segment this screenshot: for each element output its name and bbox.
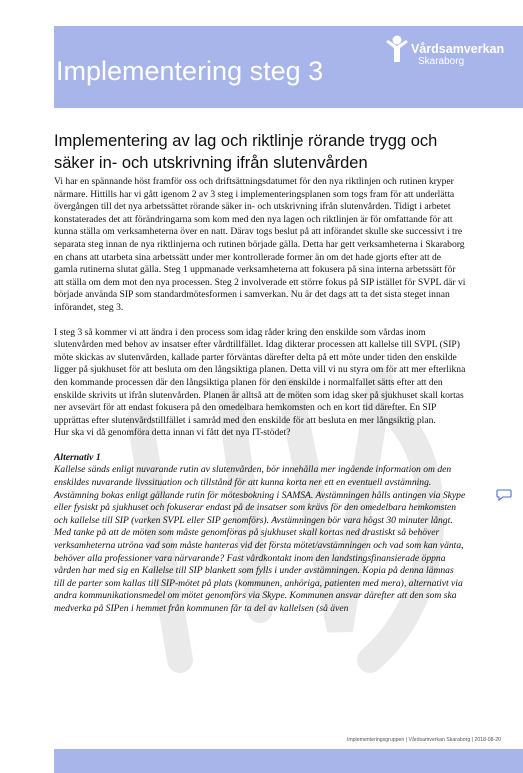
paragraph-step3: I steg 3 så kommer vi att ändra i den process som idag råder kring den enskilde som vårdas inom slutenvården med behov av insatser efter vårdtillfället. Idag dikterar processen att kallelse till SVPL (SIP) möte skickas av slutenvården, kallade parter förväntas därefter delta på ett möte under tiden den enskilde ligger på sjukhuset för att besluta om den långsiktiga planen. Detta vill vi nu styra om för att mer efterlikna den kommande processen där den långsiktiga planen för den enskilde i normalfallet sätts efter att den enskilde skrivits ut ifrån slutenvården. Planen är alltså att de möten som idag sker på sjukhuset skall kortas ner avsevärt för att endast fokusera på den omedelbara hemkomsten och en kort tid därefter. En SIP upprättas efter slutenvårdstillfället i samråd med den enskilde för att besluta en mer långsiktig plan. <box>54 326 466 426</box>
question-text: Hur ska vi då genomföra detta innan vi fått det nya IT-stödet? <box>54 427 291 439</box>
logo-region: Skaraborg <box>418 56 465 67</box>
logo-name: Vårdsamverkan <box>411 42 505 56</box>
footer-text: Implementeringsgruppen | Vårdsamverkan Skaraborg | 2018-08-20 <box>346 737 501 743</box>
document-heading: Implementering av lag och riktlinje rörande trygg och säker in- och utskrivning ifrån slutenvården <box>54 132 438 172</box>
page-title: Implementering steg 3 <box>56 56 324 86</box>
document-body <box>54 130 466 616</box>
footer-band <box>54 749 523 773</box>
organization-logo <box>385 34 509 76</box>
paragraph-intro: Vi har en spännande höst framför oss och driftsättningsdatumet för den nya riktlinjen och rutinen kryper närmare. Hittills har vi gått igenom 2 av 3 steg i implementeringsplanen som togs fram för att underlätta övergången till det nya arbetssättet rörande säker in- och utskrivning ifrån slutenvården. Tidigt i arbetet konstaterades det att förändringarna som kom med den nya lagen och riktlinjen är för omfattande för att kunna ställa om verksamheterna över en natt. Därav togs beslut på att införandet skulle ske successivt i tre separata steg innan de nya riktlinjerna och rutinen började gälla. Detta har gett verksamheterna i Skaraborg en chans att utarbeta sina arbetssätt under mer kontrollerade former än om det hade gjorts efter att de gamla rutinerna slutat gälla. Steg 1 uppmanade verksamheterna att fokusera på sina interna arbetssätt för att ställa om dem mot den nya processen. Steg 2 involverade ett större fokus på SIP istället för SVPL där vi började använda SIP som standardmötesformen i samverkan. Nu är det dags att ta det sista steget innan införandet, steg 3. <box>54 176 466 313</box>
header-band <box>54 26 523 108</box>
comment-bubble-icon[interactable] <box>496 489 512 501</box>
person-logo-icon <box>385 34 409 64</box>
alternative-body: Kallelse sänds enligt nuvarande rutin av slutenvården, bör innehålla mer ingående information om den enskildes nuvarande livssituation och tillstånd för att kunna korta ner ett en eventuell avstämning. Avstämning bokas enligt gällande rutin för mötesbokning i SAMSA. Avstämningen hålls antingen via Skype eller fysiskt på sjukhuset och fokuserar endast på de insatser som krävs för den omedelbara hemkomsten och kallelse till SIP (varken SVPL eller SIP genomförs). Avstämningen bör vara högst 30 minuter långt. Med tanke på att de möten som måste genomföras på sjukhuset skall kortas ned drastiskt så behöver verksamheterna utröna vad som måste hanteras vid det första mötet/avstämningen och vad som kan vänta, behöver alla professioner vara närvarande? Fast vårdkontakt inom den landstingsfinansierade öppna vården har med sig en Kallelse till SIP blankett som fylls i under avstämningen. Kopia på denna lämnas till de parter som kallas till SIP-mötet på plats (kommunen, anhöriga, patienten med mera), alternativt via andra kommunikationsmedel om mötet genomförs via Skype. Kommunen ansvar därefter att den som ska medverka på SIPen i hemmet från kommunen får ta del av kallelsen (så även <box>54 464 466 614</box>
alternative-title: Alternativ 1 <box>54 451 101 463</box>
